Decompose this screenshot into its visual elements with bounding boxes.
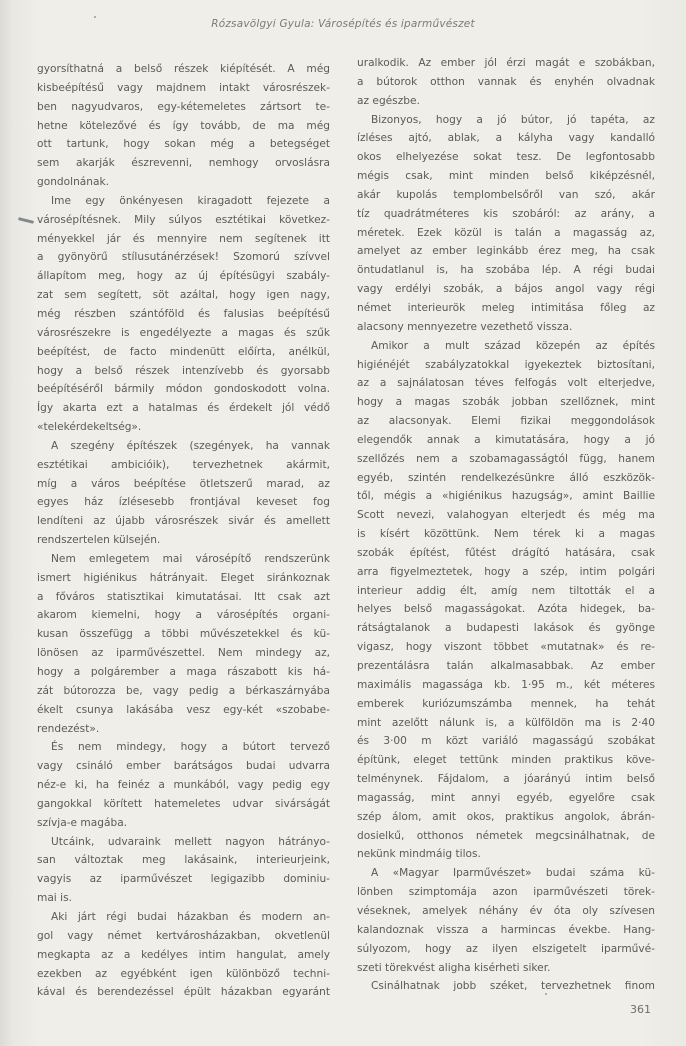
text-line: ízléses ajtó, ablak, a kályha vagy kandalló — [357, 132, 655, 145]
text-line: beépítéséről bármily módon gondoskodott volna. — [37, 383, 330, 396]
text-line: Utcáink, udvaraink mellett nagyon hátrányo- — [51, 835, 330, 848]
text-line: sem akarják észrevenni, nemhogy orvoslásra — [37, 157, 330, 170]
text-line: elegendők annak a kimutatására, hogy a jó — [357, 433, 655, 446]
text-line: vagy erdélyi szobák, a bájos angol vagy régi — [357, 283, 655, 296]
page-number: 361 — [630, 1003, 651, 1016]
text-line: az a sajnálatosan téves felfogás volt elterjedve, — [357, 377, 655, 390]
text-line: rendezést». — [37, 722, 100, 735]
text-line: magasság, mint annyi egyéb, egyelőre csak — [357, 791, 655, 804]
text-line: lönben szimptomája azon iparművészeti törek- — [357, 886, 655, 899]
text-line: ott tartunk, hogy sokan még a betegséget — [37, 138, 330, 151]
text-line: hogy a belső részek intenzívebb és gyorsabb — [37, 364, 330, 377]
text-line: higiénéjét szabályzatokkal igyekeztek biztosítani, — [357, 358, 655, 371]
text-line: gyorsíthatná a belső részek kiépítését. A még — [37, 63, 330, 75]
text-line: A «Magyar Iparművészet» budai száma kü- — [371, 867, 655, 880]
margin-pencil-mark — [18, 217, 34, 224]
text-line: helyes belső magasságokat. Azóta hidegek, ba- — [357, 603, 655, 616]
text-line: és 3·00 m közt variáló magasságú szobákat — [357, 735, 655, 748]
text-line: méretek. Ezek közül is talán a magasság az, — [357, 226, 655, 239]
text-line: az alacsonyak. Elemi fizikai meggondolások — [357, 415, 655, 428]
text-line: okos elhelyezése sokat tesz. De legfontosabb — [357, 151, 655, 164]
text-line: alacsony mennyezetre vezethető vissza. — [357, 320, 573, 333]
text-line: hetne kötelezővé és így tovább, de ma még — [37, 119, 330, 132]
text-line: lönösen az iparművészettel. Nem mindegy az, — [37, 647, 330, 660]
text-line: interieur addig élt, amíg nem tiltották el a — [357, 584, 655, 597]
text-line: Csinálhatnak jobb széket, tervezhetnek finom — [371, 980, 655, 993]
text-line: gondolnának. — [37, 176, 109, 189]
text-line: kusan összefügg a többi művészetekkel és kü- — [37, 628, 330, 641]
column-right — [357, 54, 655, 996]
text-line: néz-e ki, ha feinéz a munkából, vagy pedig egy — [37, 779, 330, 792]
text-line: akarom kiemelni, hogy a városépítés organi- — [37, 609, 330, 622]
text-line: arra figyelmeztetek, hogy a szép, intim polgári — [357, 565, 655, 578]
text-line: mint azelőtt nálunk is, a külföldön ma is 2·40 — [357, 716, 655, 729]
text-line: akár kupolás templombelsőről van szó, akár — [357, 188, 655, 201]
text-line: szellőzés nem a szobamagasságtól függ, hanem — [357, 452, 655, 465]
text-line: ékelt csunya lakásába vesz egy-két «szobabe- — [37, 703, 330, 716]
text-line: kalandoznak vissza a harmincas évekbe. Hang- — [357, 923, 655, 936]
text-line: vigasz, hogy viszont többet «mutatnak» és re- — [357, 641, 655, 654]
text-line: mégis csak, mint minden belső kiképzésnél, — [357, 170, 655, 183]
text-line: még részben szántóföld és falusias beépítésű — [37, 307, 330, 320]
text-line: emberek kuriózumszámba mennek, ha tehát — [357, 697, 655, 710]
text-line: az egészbe. — [357, 94, 420, 107]
text-line: uralkodik. Az ember jól érzi magát e szobákban, — [357, 57, 655, 69]
text-line: is kísért közöttünk. Nem térek ki a magas — [357, 528, 655, 541]
text-line: Nem emlegetem mai városépítő rendszerünk — [51, 552, 330, 565]
text-line: vagyis az iparművészet legigazibb dominiu- — [37, 873, 330, 886]
text-line: szép álom, amit okos, praktikus angolok, ábrán- — [357, 810, 655, 823]
text-line: san változtak meg lakásaink, interieurjeink, — [37, 854, 330, 867]
text-line: prezentálásra talán alkalmasabbak. Az ember — [357, 660, 655, 672]
text-line: egyes ház ízlésesebb frontjával keveset fog — [37, 496, 330, 509]
text-line: És nem mindegy, hogy a bútort tervező — [51, 741, 330, 754]
text-line: ményekkel jár és mennyire nem segítenek itt — [37, 232, 330, 245]
text-line: tíz quadrátméteres kis szobáról: az arány, a — [357, 207, 655, 220]
text-line: kisbeépítésű vagy majdnem intakt városrészek- — [37, 81, 330, 94]
column-left — [37, 60, 330, 1002]
text-line: Scott nevezi, valahogyan elterjedt és még ma — [357, 509, 655, 522]
text-line: amelyet az ember leginkább érez meg, ha csak — [357, 245, 655, 258]
text-line: Így akarta ezt a hatalmas és érdekelt jól védő — [37, 402, 330, 415]
text-line: megkapta az a kedélyes intim hangulat, amely — [37, 948, 330, 961]
text-line: súlyozom, hogy az ilyen elszigetelt iparművé- — [357, 942, 655, 955]
text-line: maximális magassága kb. 1·95 m., két méteres — [357, 678, 655, 691]
text-line: beépítést, de facto mindenütt előírta, anélkül, — [37, 345, 330, 358]
text-line: állapítom meg, hogy az új építésügyi szabály- — [37, 270, 330, 283]
text-line: ismert higiénikus hátrányait. Eleget siránkoznak — [37, 571, 330, 584]
text-line: telménynek. Fájdalom, a jóarányú intim belső — [357, 773, 655, 786]
text-line: a bútorok otthon vannak és enyhén olvadnak — [357, 75, 655, 88]
text-line: nekünk mindmáig tilos. — [357, 848, 481, 861]
text-line: rátságtalanok a budapesti lakások és gyönge — [357, 622, 655, 635]
speck — [94, 16, 96, 18]
text-line: szobák építést, fűtést drágító hatására, csak — [357, 546, 655, 559]
text-line: Amikor a mult század közepén az építés — [371, 339, 655, 352]
text-line: Aki járt régi budai házakban és modern an- — [51, 910, 330, 923]
text-line: míg a város beépítése ötletszerű marad, az — [37, 477, 330, 490]
text-line: a főváros statisztikai kimutatásai. Itt csak azt — [37, 590, 330, 603]
text-line: dosielkű, otthonos németek megcsinálhatnak, de — [357, 829, 655, 842]
text-line: hogy a magas szobák jobban szellőznek, mint — [357, 396, 655, 409]
text-line: «telekérdekeltség». — [37, 421, 142, 434]
text-line: vagy csináló ember barátságos budai udvarra — [37, 760, 330, 773]
text-line: zat sem segített, söt azáltal, hogy igen nagy, — [37, 289, 330, 302]
text-line: ezekben az egyébként igen különböző techni- — [37, 967, 330, 980]
text-line: városépítésnek. Mily súlyos esztétikai következ- — [37, 213, 330, 226]
text-line: A szegény építészek (szegények, ha vannak — [51, 439, 330, 452]
text-line: öntudatlanul is, ha szobába lép. A régi budai — [357, 264, 655, 277]
text-line: ben nagyudvaros, egy-kétemeletes zártsort te- — [37, 100, 330, 113]
text-line: kával és berendezéssel épült házakban egyaránt — [37, 986, 330, 999]
text-line: egyéb, szintén rendelkezésünkre álló eszközök- — [357, 471, 655, 484]
text-line: építünk, eleget tettünk minden praktikus köve- — [357, 754, 655, 767]
text-line: szeti törekvést aligha kisérheti siker. — [357, 961, 551, 974]
text-line: városrészekre is engedélyezte a magas és szűk — [37, 326, 330, 339]
text-line: szívja-e magába. — [37, 816, 128, 829]
text-line: től, mégis a «higiénikus hazugság», amint Baillie — [357, 490, 655, 503]
text-line: esztétikai ambicióik), tervezhetnek akármit, — [37, 458, 330, 471]
text-line: a gyönyörű stílusutánérzések! Szomorú szívvel — [37, 251, 330, 264]
text-line: mai is. — [37, 892, 72, 905]
text-line: gol vagy német kertvárosházakban, okvetlenül — [37, 929, 330, 942]
text-line: Bizonyos, hogy a jó bútor, jó tapéta, az — [371, 113, 655, 126]
text-line: véseknek, amelyek néhány év óta oly szívesen — [357, 904, 655, 917]
text-line: hogy a polgárember a maga rászabott kis há- — [37, 666, 330, 678]
text-line: német interieurök meleg intimitása főleg az — [357, 301, 655, 314]
text-line: Ime egy önkényesen kiragadott fejezete a — [51, 194, 330, 207]
running-head: Rózsavölgyi Gyula: Városépítés és iparművészet — [211, 18, 475, 30]
text-line: lendíteni az újabb városrészek sivár és amellett — [37, 515, 330, 528]
text-line: zát bútorozza be, vagy pedig a bérkaszárnyába — [37, 684, 330, 697]
text-line: rendszertelen külsején. — [37, 534, 161, 547]
text-line: gangokkal körített hatemeletes udvar sivárságát — [37, 797, 330, 810]
